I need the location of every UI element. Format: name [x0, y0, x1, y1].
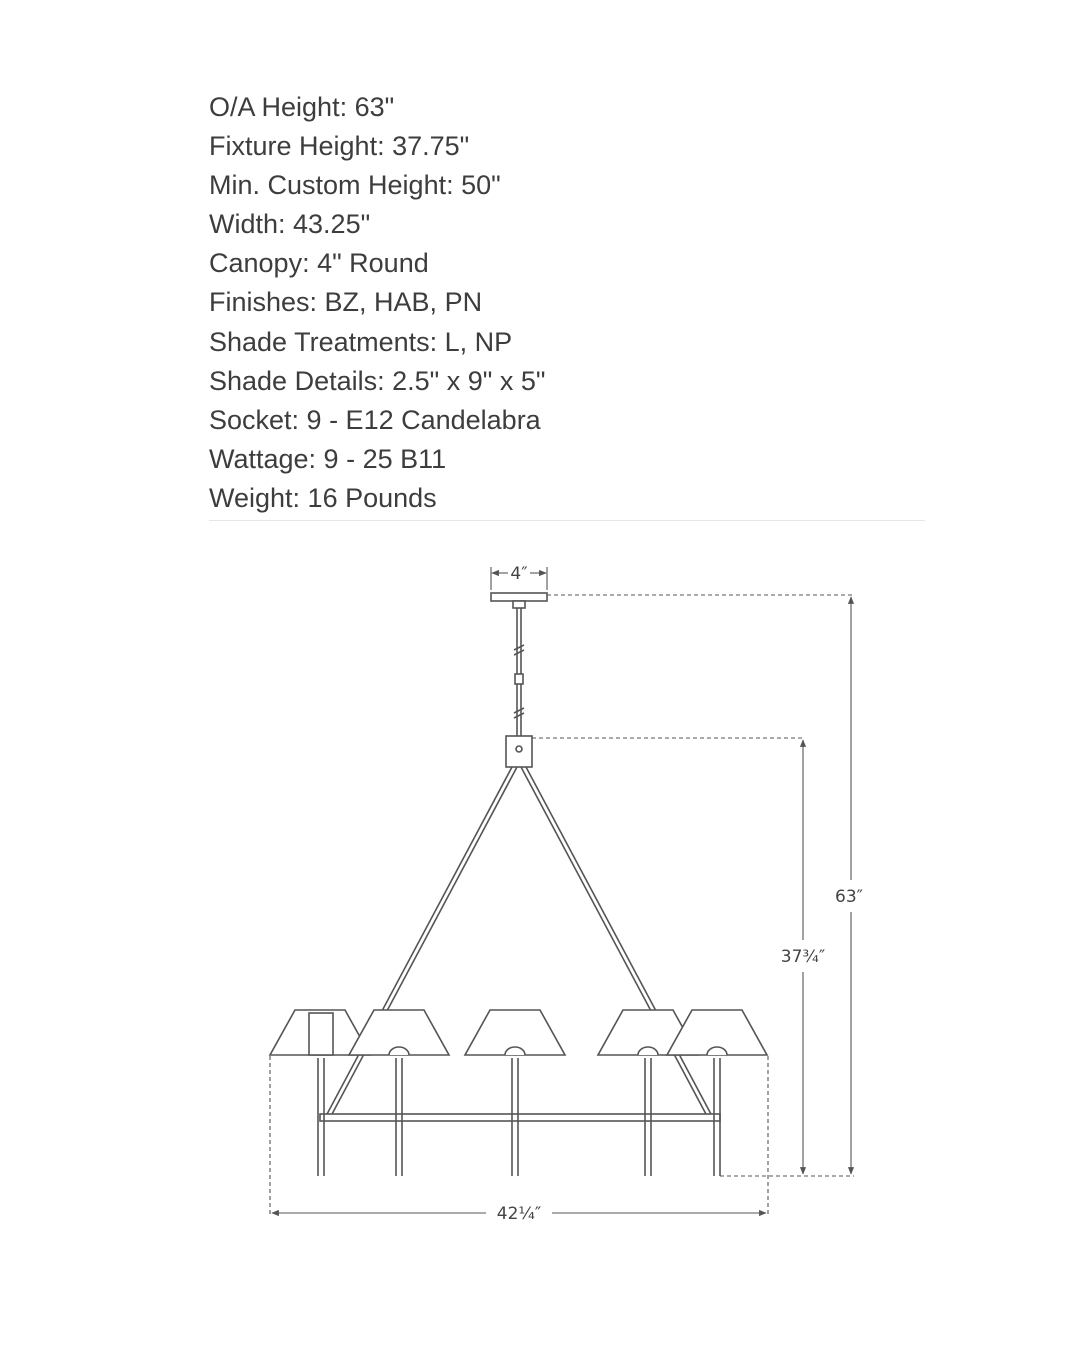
- canopy-plate: [491, 593, 547, 601]
- canopy-dimension-label: 4″: [510, 564, 528, 584]
- spec-oa-height: O/A Height: 63": [209, 92, 395, 122]
- spec-shade-treatments: Shade Treatments: L, NP: [209, 326, 513, 357]
- spec-weight: Weight: 16 Pounds: [209, 482, 437, 513]
- width-label: 42¼″: [496, 1204, 542, 1224]
- stem: [514, 608, 524, 736]
- crossbar: [320, 1114, 720, 1121]
- spec-finishes: Finishes: BZ, HAB, PN: [209, 287, 483, 318]
- overall-height-label: 63″: [835, 887, 863, 907]
- spec-min-custom-height: Min. Custom Height: 50": [209, 170, 501, 201]
- spec-canopy: Canopy: 4" Round: [209, 248, 429, 279]
- spec-wattage: Wattage: 9 - 25 B11: [209, 443, 447, 474]
- spec-socket: Socket: 9 - E12 Candelabra: [209, 404, 541, 435]
- spec-shade-details: Shade Details: 2.5" x 9" x 5": [209, 365, 546, 396]
- canopy-collar: [513, 601, 525, 608]
- spec-fixture-height: Fixture Height: 37.75": [209, 131, 470, 162]
- fixture-height-label: 37¾″: [780, 947, 826, 967]
- spec-width: Width: 43.25": [209, 209, 371, 240]
- support-arms: [326, 767, 712, 1116]
